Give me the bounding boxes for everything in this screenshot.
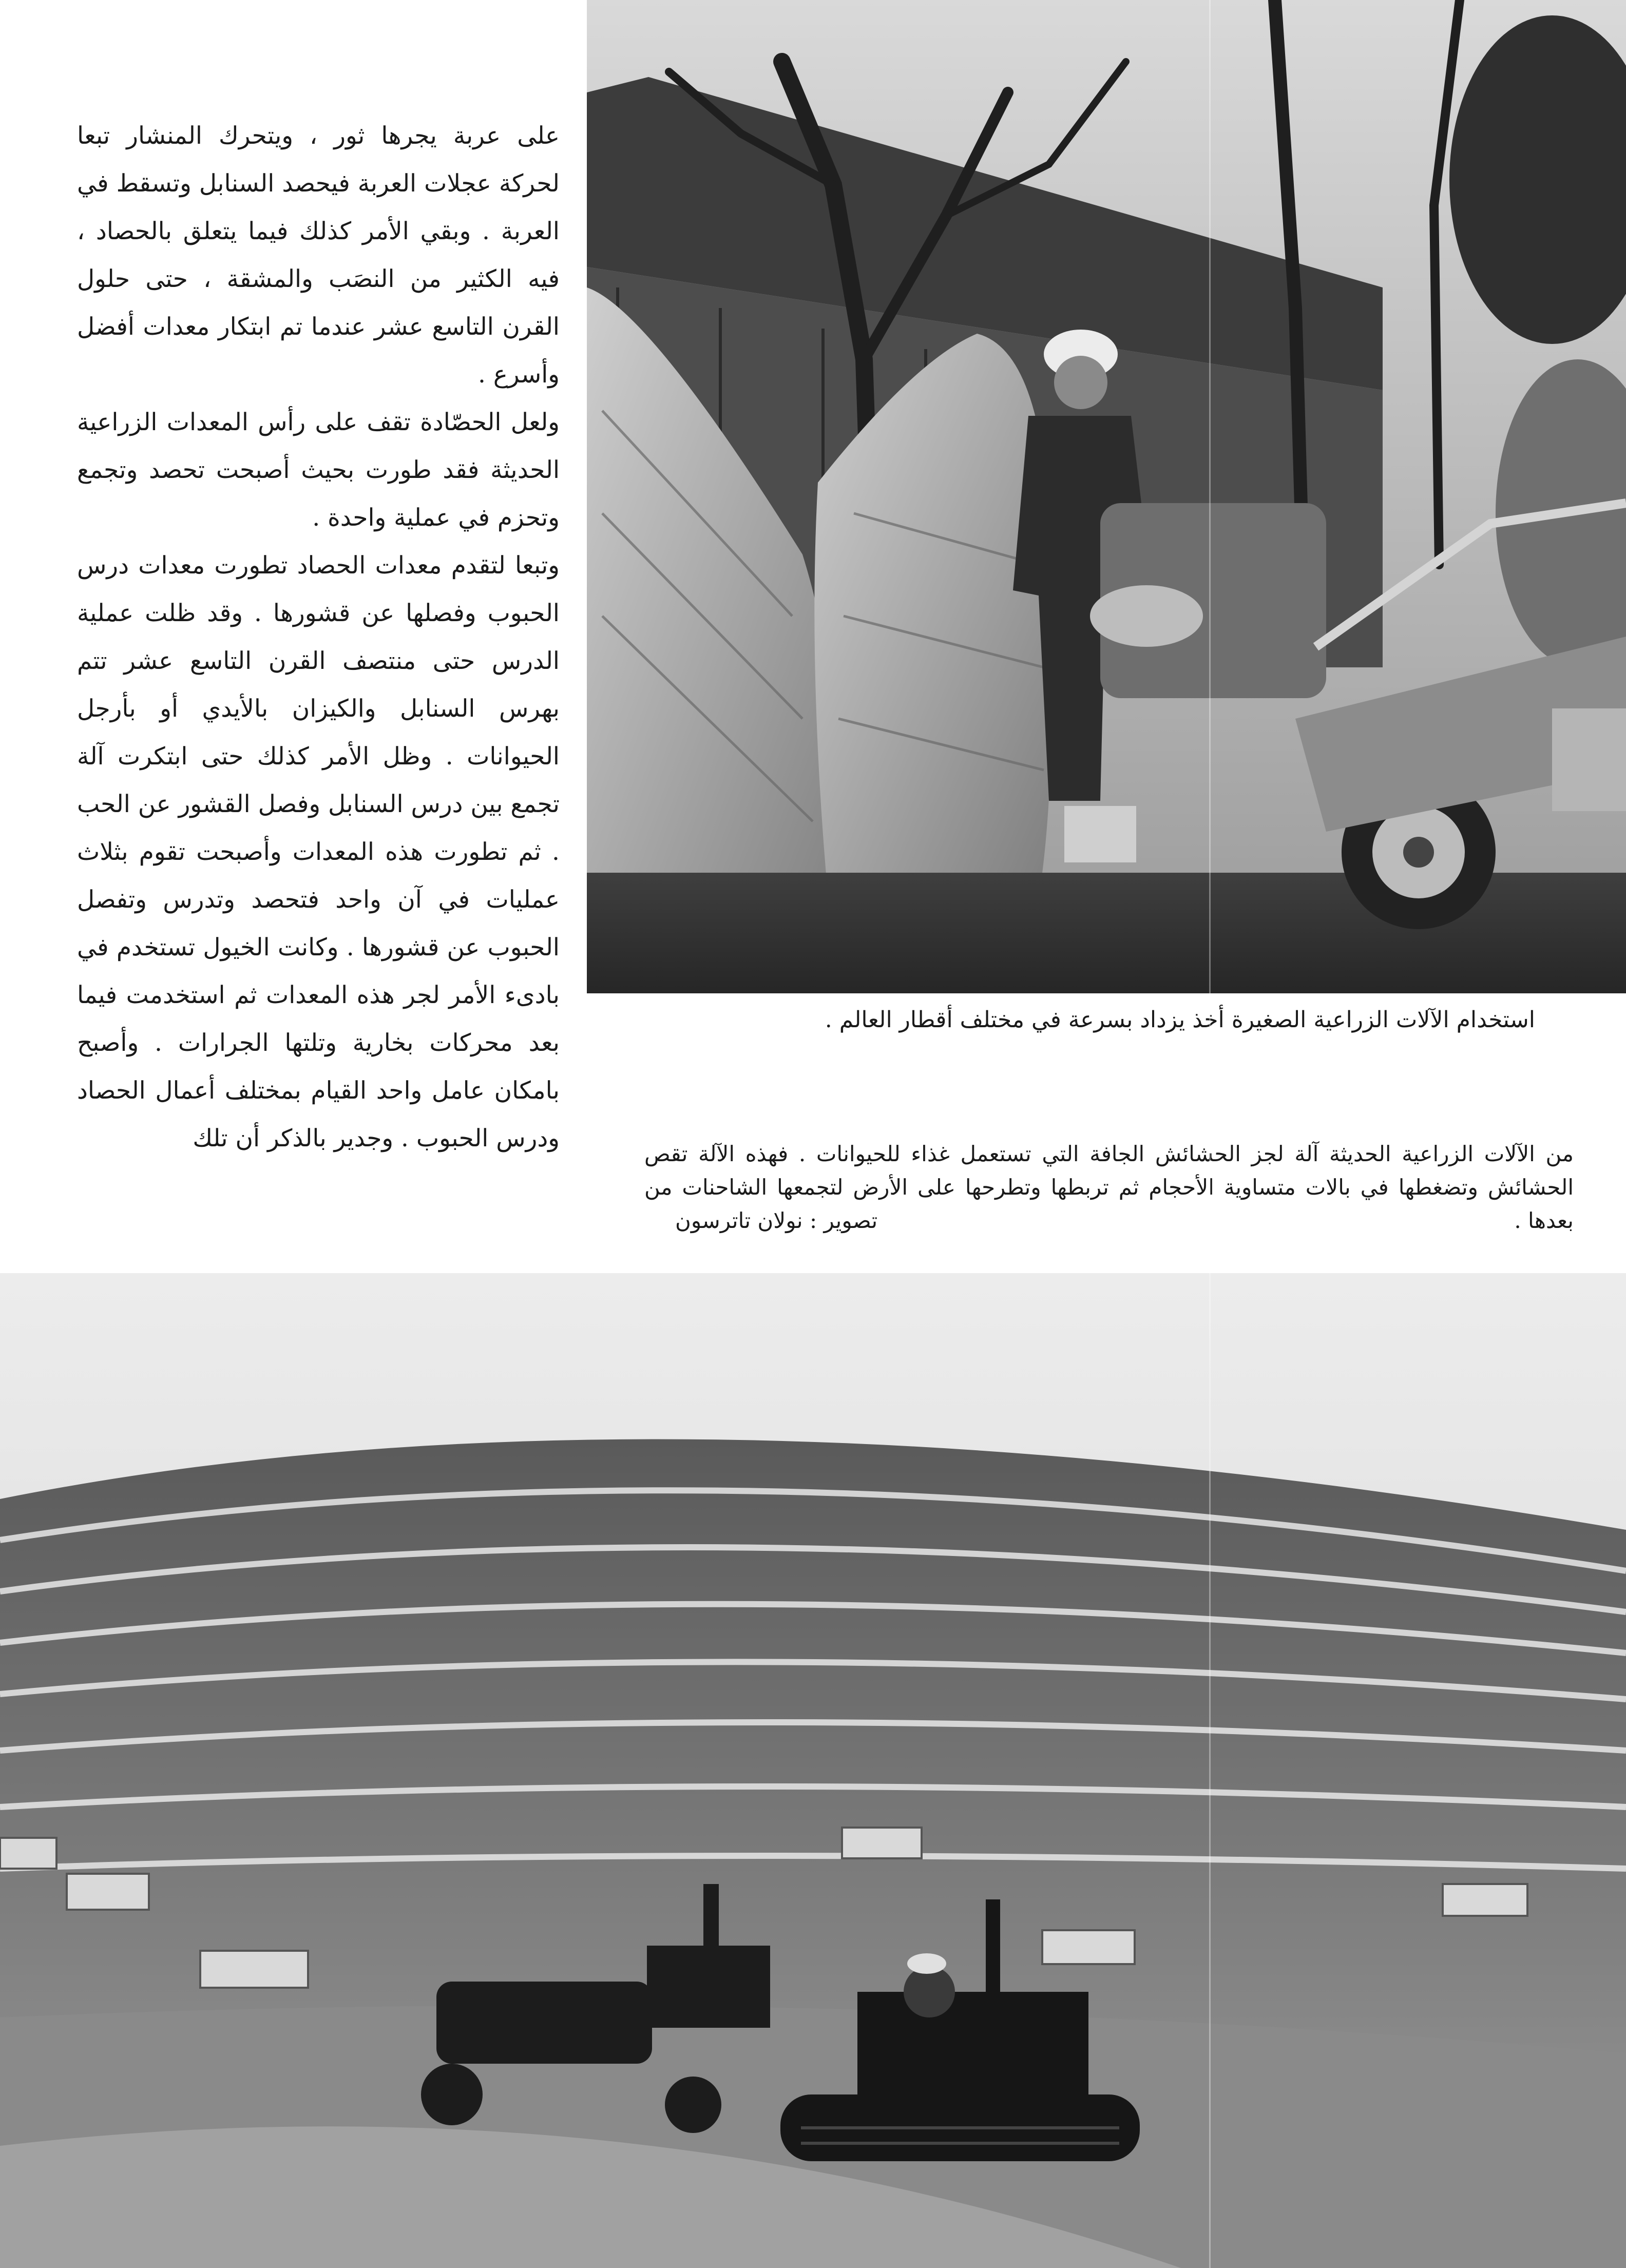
hay-baler-photo [0,1273,1626,2268]
top-photo-caption: استخدام الآلات الزراعية الصغيرة أخذ يزداد بسرعة في مختلف أقطار العالم . [825,1007,1535,1033]
bottom-photo-caption [644,1137,1574,1237]
photo-credit: تصوير : نولان تاترسون [675,1208,878,1233]
farmer-tractor-photo [587,0,1626,993]
body-paragraph-1: على عربة يجرها ثور ، ويتحرك المنشار تبعا لحركة عجلات العربة فيحصد السنابل وتسقط في العربة . وبقي الأمر كذلك فيما يتعلق بالحصاد ، فيه الكثير من النصَب والمشقة ، حتى حلول القرن التاسع عشر عندما تم ابتكار معدات أفضل وأسرع . [77,122,560,389]
article-body [77,112,560,1162]
body-paragraph-3: وتبعا لتقدم معدات الحصاد تطورت معدات درس الحبوب وفصلها عن قشورها . وقد ظلت عملية الدرس حتى منتصف القرن التاسع عشر تتم بهرس السنابل والكيزان بالأيدي أو بأرجل الحيوانات . وظل الأمر كذلك حتى ابتكرت آلة تجمع بين درس السنابل وفصل القشور عن الحب . ثم تطورت هذه المعدات وأصبحت تقوم بثلاث عمليات في آن واحد فتحصد وتدرس وتفصل الحبوب عن قشورها . وكانت الخيول تستخدم في بادىء الأمر لجر هذه المعدات ثم استخدمت فيما بعد محركات بخارية وتلتها الجرارات . وأصبح بامكان عامل واحد القيام بمختلف أعمال الحصاد ودرس الحبوب . وجدير بالذكر أن تلك [77,551,560,1152]
bottom-photo-caption-text: من الآلات الزراعية الحديثة آلة لجز الحشائش الجافة التي تستعمل غذاء للحيوانات . فهذه الآلة تقص الحشائش وتضغطها في بالات متساوية الأحجام ثم تربطها وتطرحها على الأرض لتجمعها الشاحنات من بعدها . [644,1141,1574,1233]
page-fold-line [1209,0,1211,2268]
body-paragraph-2: ولعل الحصّادة تقف على رأس المعدات الزراعية الحديثة فقد طورت بحيث أصبحت تحصد وتجمع وتحزم في عملية واحدة . [77,408,560,532]
